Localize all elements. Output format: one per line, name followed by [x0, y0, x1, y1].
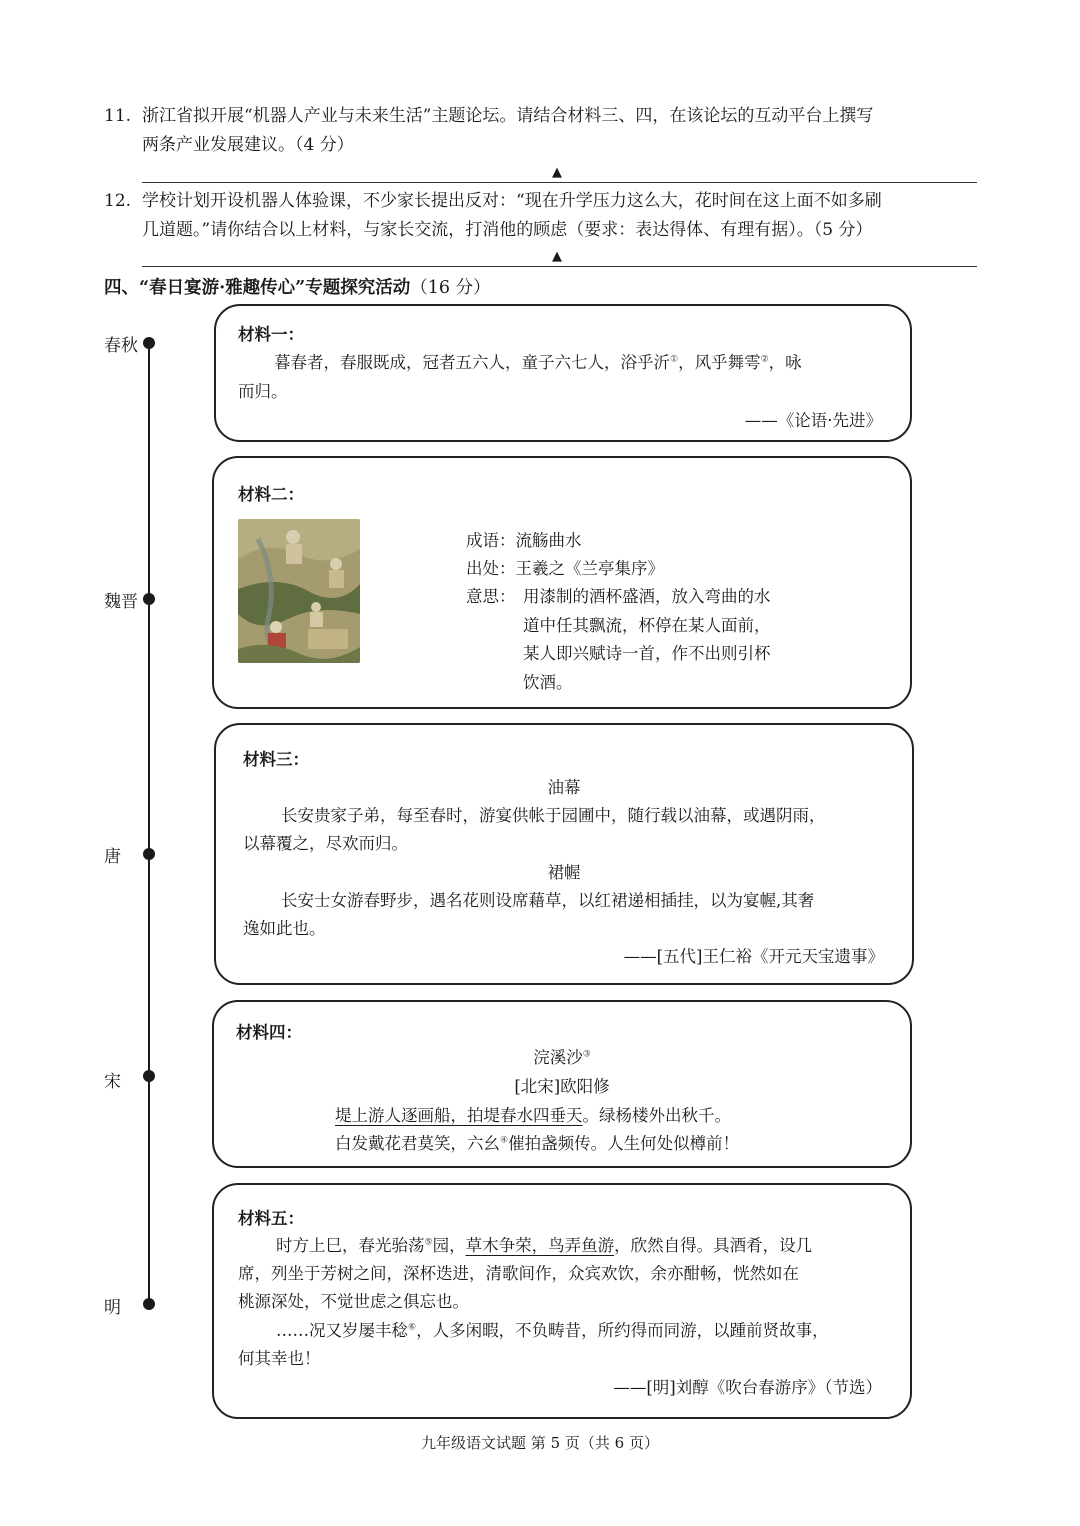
question-11: [104, 102, 979, 160]
poem-author: [北宋]欧阳修: [514, 1077, 610, 1096]
section-title: 四、“春日宴游·雅趣传心”专题探究活动: [104, 278, 411, 298]
footnote-marker: ②: [760, 354, 769, 365]
material-4-box: [212, 1000, 912, 1168]
lanting-painting-image: [238, 519, 360, 663]
meaning-line: 某人即兴赋诗一首，作不出则引杯: [523, 644, 771, 664]
material-text-line: 以幕覆之，尽欢而归。: [243, 834, 408, 853]
footnote-marker: ⑤: [424, 1237, 433, 1248]
timeline-dot: [143, 1070, 155, 1082]
material-subtitle: 油幕: [547, 778, 581, 797]
question-12: [104, 187, 979, 245]
origin-label: 出处：: [466, 559, 516, 578]
origin-row: [466, 555, 664, 584]
question-text-line: 学校计划开设机器人体验课，不少家长提出反对：“现在升学压力这么大，花时间在这上面不如多刷: [142, 191, 882, 211]
material-1-box: [214, 304, 912, 442]
meaning-line: 道中任其飘流，杯停在某人面前，: [523, 615, 771, 635]
answer-line: [142, 182, 977, 183]
question-text-line: 两条产业发展建议。（4 分）: [142, 135, 354, 155]
timeline-era-weijin: 魏晋: [104, 592, 138, 612]
underlined-text: 草木争荣，鸟弄鱼游: [465, 1236, 615, 1255]
footnote-marker: ①: [670, 354, 679, 365]
poem-title: 浣溪沙③: [533, 1048, 591, 1067]
meaning-line: 用漆制的酒杯盛酒，放入弯曲的水: [523, 587, 771, 606]
answer-marker: ▲: [552, 249, 562, 264]
section-score: （16 分）: [410, 278, 491, 298]
material-source: ——《论语·先进》: [744, 411, 882, 430]
material-label: 材料二：: [238, 485, 304, 504]
idiom-label: 成语：: [466, 531, 516, 550]
material-text-line: 时方上巳，春光骀荡⑤园，草木争荣，鸟弄鱼游，欣然自得。具酒肴，设几: [276, 1236, 813, 1255]
origin-value: 王羲之《兰亭集序》: [515, 559, 664, 578]
poem-line-1: 堤上游人逐画船，拍堤春水四垂天。绿杨楼外出秋千。: [335, 1106, 731, 1125]
material-text-line: 长安贵家子弟，每至春时，游宴供帐于园圃中，随行载以油幕，或遇阴雨，: [281, 806, 826, 825]
underlined-text: 堤上游人逐画船，拍堤春水四垂天: [335, 1106, 583, 1125]
material-3-box: [214, 723, 914, 985]
question-number: 11.: [104, 106, 132, 126]
material-text-line: 席，列坐于芳树之间，深杯迭进，清歌间作，众宾欢饮，余亦酣畅，恍然如在: [238, 1264, 799, 1283]
material-source: ——[五代]王仁裕《开元天宝遗事》: [623, 947, 884, 966]
timeline-dot: [143, 337, 155, 349]
material-label: 材料五：: [238, 1209, 304, 1228]
timeline-dot: [143, 1298, 155, 1310]
footnote-marker: ③: [582, 1049, 591, 1060]
meaning-line: 饮酒。: [523, 672, 573, 692]
material-source: ——[明]刘醇《吹台春游序》（节选）: [613, 1378, 882, 1397]
section-heading: [104, 274, 491, 299]
timeline-era-tang: 唐: [104, 847, 121, 867]
timeline-era-ming: 明: [104, 1298, 121, 1318]
timeline-dot: [143, 848, 155, 860]
poem-line-2: 白发戴花君莫笑，六幺④催拍盏频传。人生何处似樽前！: [335, 1134, 740, 1153]
timeline-dot: [143, 593, 155, 605]
material-label: 材料三：: [243, 750, 309, 769]
timeline-line: [148, 343, 150, 1305]
material-5-box: [212, 1183, 912, 1419]
material-text-line: 桃源深处，不觉世虑之俱忘也。: [238, 1292, 469, 1311]
material-text-line: 而归。: [238, 382, 288, 401]
material-text-line: 长安士女游春野步，遇名花则设席藉草，以红裙递相插挂，以为宴幄,其奢: [281, 891, 815, 910]
material-text-line: 何其幸也！: [238, 1349, 321, 1368]
material-text-line: 逸如此也。: [243, 919, 326, 938]
answer-line: [142, 266, 977, 267]
footnote-marker: ④: [500, 1135, 509, 1146]
material-text-line: 暮春者，春服既成，冠者五六人，童子六七人，浴乎沂①，风乎舞雩②，咏: [274, 353, 802, 372]
timeline-era-song: 宋: [104, 1072, 121, 1092]
footnote-marker: ⑥: [408, 1322, 417, 1333]
timeline-era-chunqiu: 春秋: [104, 336, 138, 356]
meaning-text: [523, 583, 771, 697]
material-label: 材料一：: [238, 325, 304, 344]
question-number: 12.: [104, 191, 132, 211]
idiom-row: [466, 527, 582, 556]
idiom-value: 流觞曲水: [515, 531, 582, 550]
material-text-line: ……况又岁屡丰稔⑥，人多闲暇，不负畴昔，所约得而同游，以踵前贤故事，: [276, 1321, 829, 1340]
answer-marker: ▲: [552, 165, 562, 180]
material-label: 材料四：: [236, 1023, 302, 1042]
material-2-box: [212, 456, 912, 709]
meaning-label: 意思：: [466, 587, 516, 606]
question-text-line: 几道题。”请你结合以上材料，与家长交流，打消他的顾虑（要求：表达得体、有理有据）。（5 分）: [142, 220, 873, 240]
material-subtitle: 裙幄: [547, 863, 581, 882]
page-footer: 九年级语文试题 第 5 页（共 6 页）: [421, 1434, 659, 1452]
question-text-line: 浙江省拟开展“机器人产业与未来生活”主题论坛。请结合材料三、四，在该论坛的互动平台上撰写: [142, 106, 874, 126]
